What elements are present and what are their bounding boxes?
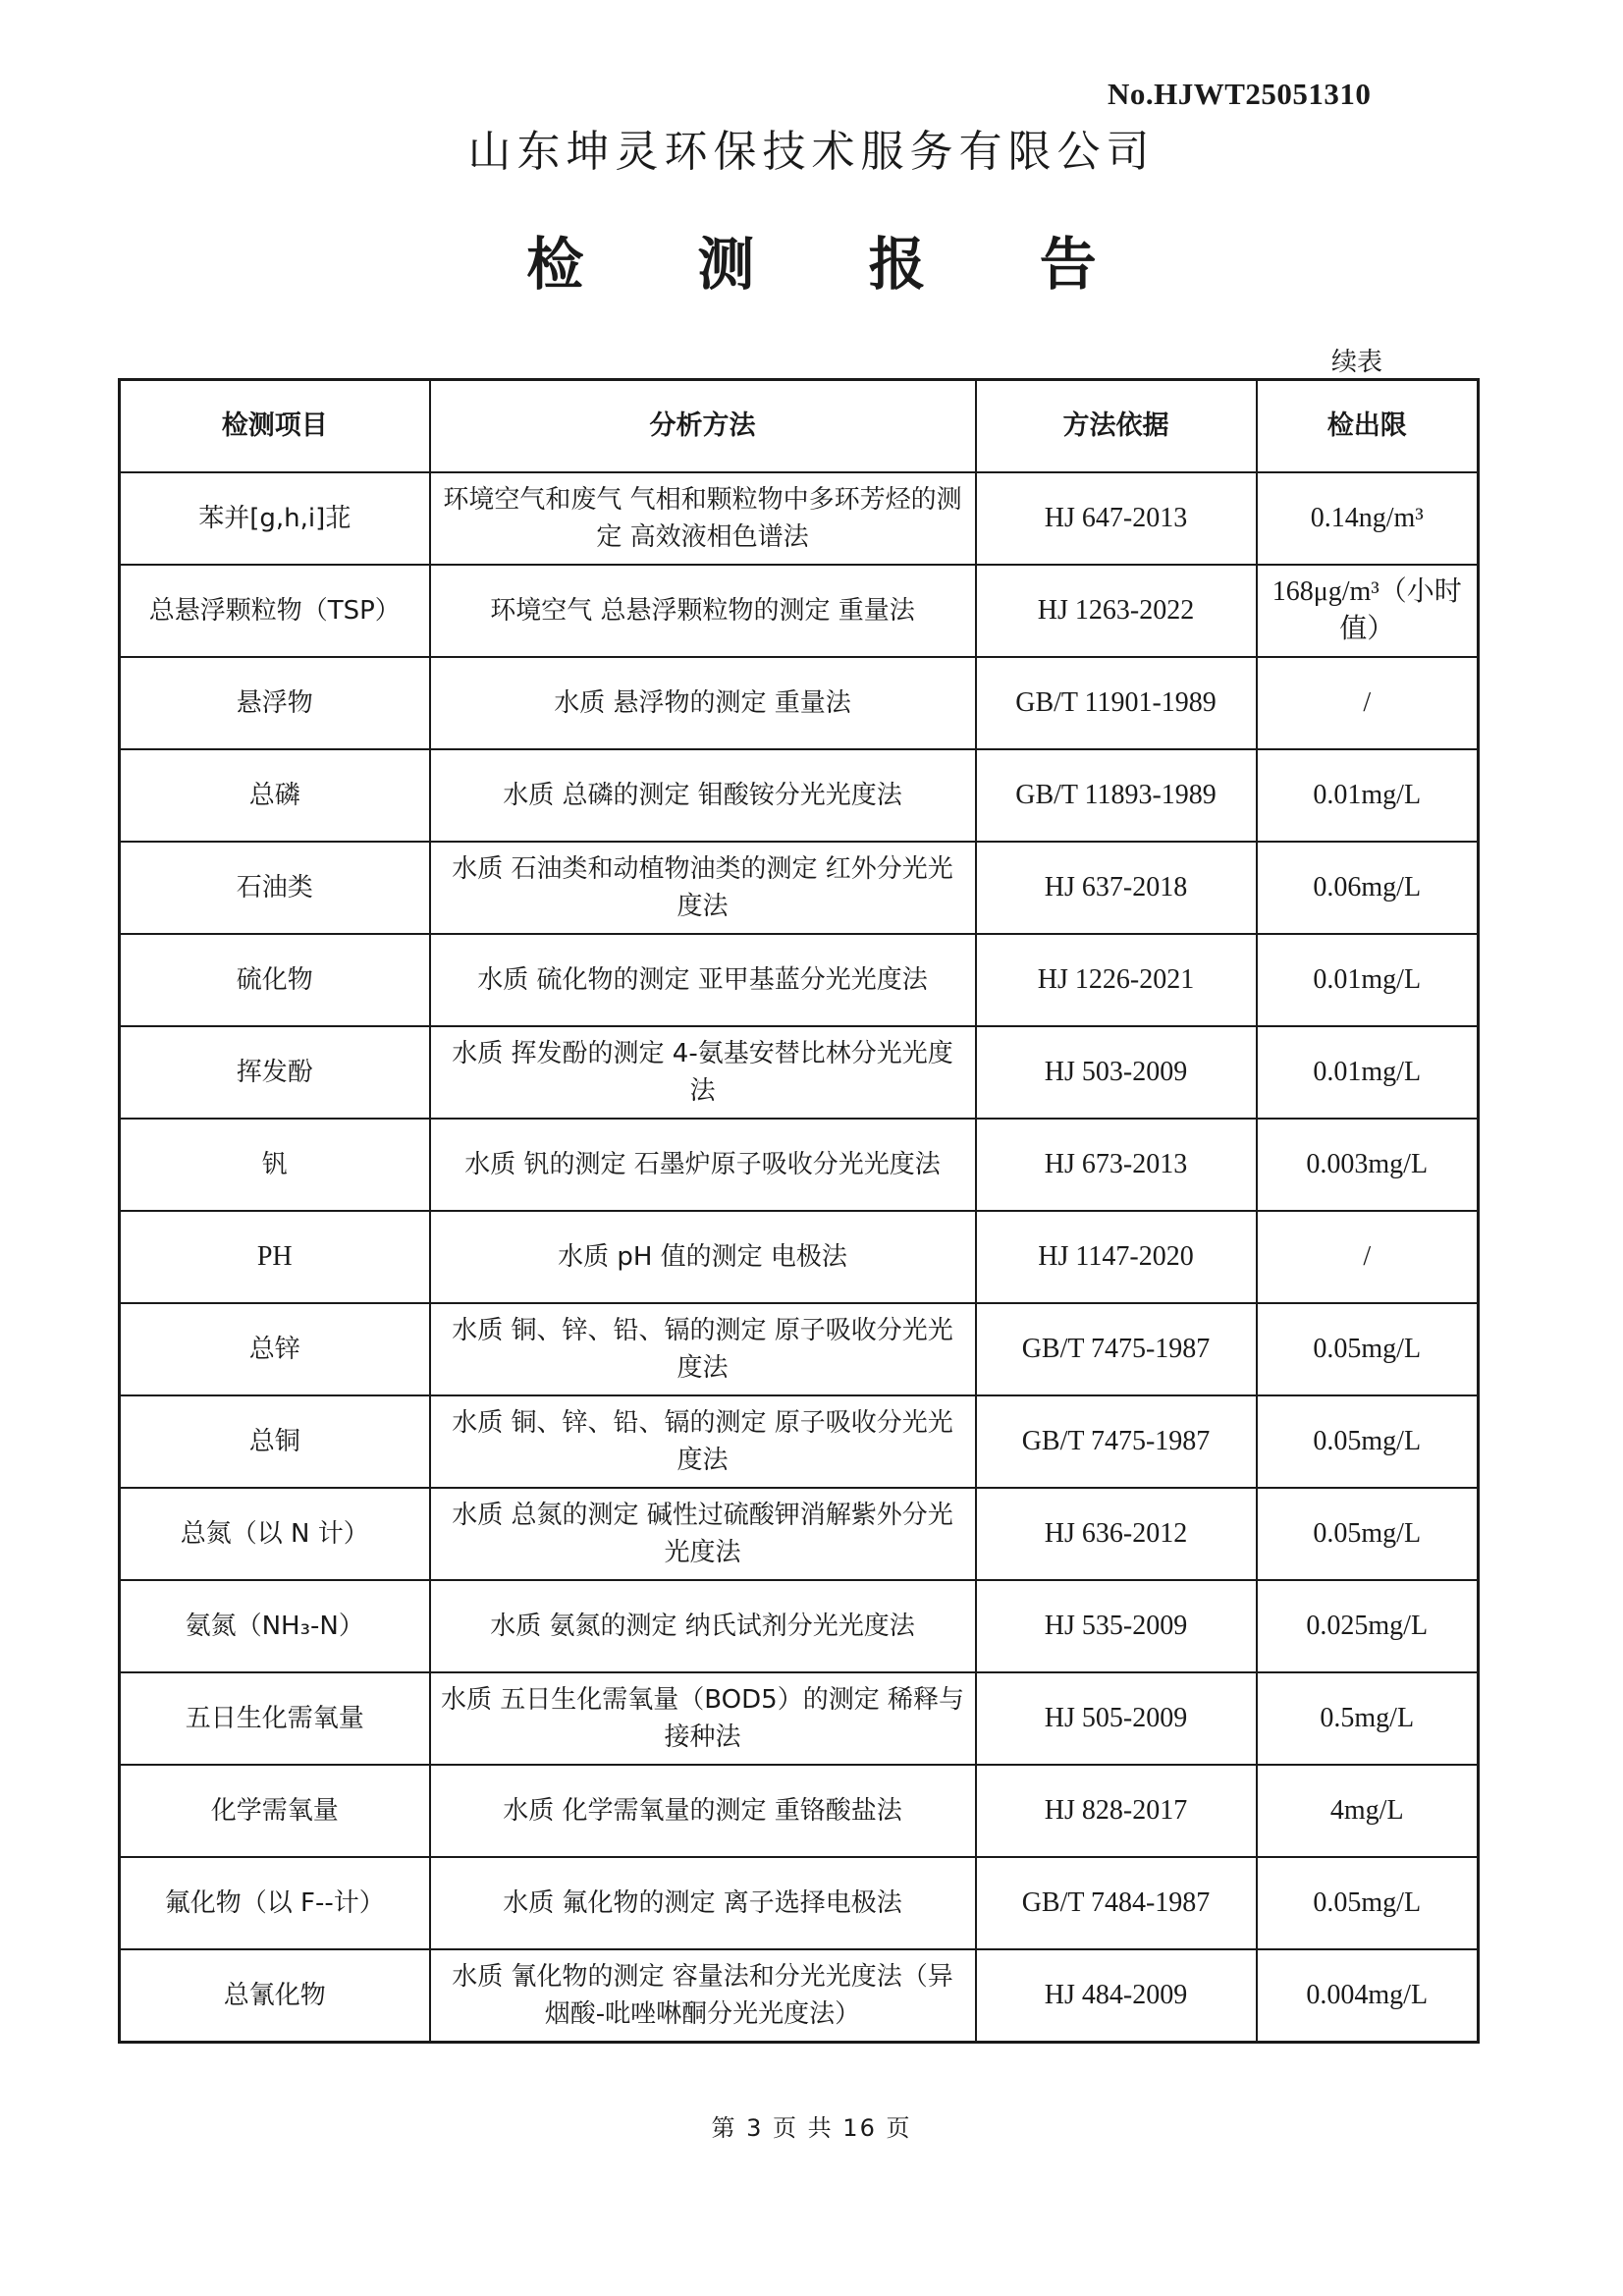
cell-method: 水质 氰化物的测定 容量法和分光光度法（异烟酸-吡唑啉酮分光光度法） [430, 1949, 976, 2043]
cell-limit: 0.025mg/L [1257, 1580, 1479, 1672]
cell-limit: 0.05mg/L [1257, 1857, 1479, 1949]
cell-item: 总铜 [120, 1395, 430, 1488]
cell-method: 水质 化学需氧量的测定 重铬酸盐法 [430, 1765, 976, 1857]
table-row [120, 1857, 1479, 1949]
cell-basis: HJ 503-2009 [976, 1026, 1257, 1119]
cell-basis: HJ 1226-2021 [976, 934, 1257, 1026]
cell-limit: 0.01mg/L [1257, 934, 1479, 1026]
table-header-row [120, 380, 1479, 473]
column-header-limit: 检出限 [1257, 380, 1479, 473]
detection-methods-table [118, 378, 1480, 2044]
cell-limit: 0.05mg/L [1257, 1395, 1479, 1488]
cell-basis: HJ 828-2017 [976, 1765, 1257, 1857]
cell-basis: HJ 1147-2020 [976, 1211, 1257, 1303]
cell-basis: HJ 637-2018 [976, 842, 1257, 934]
cell-limit: 0.06mg/L [1257, 842, 1479, 934]
table-row [120, 749, 1479, 842]
cell-basis: HJ 647-2013 [976, 472, 1257, 565]
company-name: 山东坤灵环保技术服务有限公司 [467, 127, 1156, 177]
cell-item: 氨氮（NH₃-N） [120, 1580, 430, 1672]
cell-method: 水质 硫化物的测定 亚甲基蓝分光光度法 [430, 934, 976, 1026]
cell-limit: 0.05mg/L [1257, 1303, 1479, 1395]
table-row [120, 657, 1479, 749]
cell-method: 水质 总磷的测定 钼酸铵分光光度法 [430, 749, 976, 842]
cell-item: 总锌 [120, 1303, 430, 1395]
cell-method: 水质 挥发酚的测定 4-氨基安替比林分光光度法 [430, 1026, 976, 1119]
table-row [120, 1026, 1479, 1119]
table-row [120, 1949, 1479, 2043]
table-row [120, 472, 1479, 565]
cell-method: 水质 石油类和动植物油类的测定 红外分光光度法 [430, 842, 976, 934]
cell-basis: HJ 1263-2022 [976, 565, 1257, 657]
cell-item: PH [120, 1211, 430, 1303]
cell-method: 水质 氨氮的测定 纳氏试剂分光光度法 [430, 1580, 976, 1672]
cell-item: 总悬浮颗粒物（TSP） [120, 565, 430, 657]
table-row [120, 1580, 1479, 1672]
cell-basis: GB/T 11901-1989 [976, 657, 1257, 749]
cell-item: 五日生化需氧量 [120, 1672, 430, 1765]
cell-item: 石油类 [120, 842, 430, 934]
cell-limit: / [1257, 1211, 1479, 1303]
table-row [120, 1303, 1479, 1395]
cell-item: 硫化物 [120, 934, 430, 1026]
table-row [120, 1672, 1479, 1765]
cell-item: 总氰化物 [120, 1949, 430, 2043]
cell-method: 环境空气 总悬浮颗粒物的测定 重量法 [430, 565, 976, 657]
continued-label: 续表 [1331, 348, 1383, 377]
table-row [120, 1488, 1479, 1580]
cell-method: 水质 悬浮物的测定 重量法 [430, 657, 976, 749]
table-row [120, 1211, 1479, 1303]
cell-basis: HJ 673-2013 [976, 1119, 1257, 1211]
cell-basis: GB/T 7475-1987 [976, 1303, 1257, 1395]
cell-limit: 0.003mg/L [1257, 1119, 1479, 1211]
page-number: 第 3 页 共 16 页 [711, 2114, 912, 2142]
column-header-basis: 方法依据 [976, 380, 1257, 473]
cell-item: 总氮（以 N 计） [120, 1488, 430, 1580]
table-row [120, 1765, 1479, 1857]
cell-method: 水质 pH 值的测定 电极法 [430, 1211, 976, 1303]
column-header-item: 检测项目 [120, 380, 430, 473]
cell-limit: 4mg/L [1257, 1765, 1479, 1857]
cell-item: 挥发酚 [120, 1026, 430, 1119]
document-title: 检 测 报 告 [526, 231, 1144, 298]
cell-limit: 0.01mg/L [1257, 1026, 1479, 1119]
table-row [120, 1395, 1479, 1488]
cell-method: 水质 五日生化需氧量（BOD5）的测定 稀释与接种法 [430, 1672, 976, 1765]
cell-method: 水质 氟化物的测定 离子选择电极法 [430, 1857, 976, 1949]
cell-basis: HJ 535-2009 [976, 1580, 1257, 1672]
table-row [120, 565, 1479, 657]
cell-basis: GB/T 7475-1987 [976, 1395, 1257, 1488]
cell-item: 钒 [120, 1119, 430, 1211]
report-number: No.HJWT25051310 [1108, 77, 1372, 111]
cell-basis: HJ 484-2009 [976, 1949, 1257, 2043]
cell-limit: 0.01mg/L [1257, 749, 1479, 842]
cell-method: 水质 总氮的测定 碱性过硫酸钾消解紫外分光光度法 [430, 1488, 976, 1580]
cell-method: 环境空气和废气 气相和颗粒物中多环芳烃的测定 高效液相色谱法 [430, 472, 976, 565]
table-row [120, 1119, 1479, 1211]
cell-item: 氟化物（以 F--计） [120, 1857, 430, 1949]
cell-limit: 0.004mg/L [1257, 1949, 1479, 2043]
cell-limit: 0.14ng/m³ [1257, 472, 1479, 565]
column-header-method: 分析方法 [430, 380, 976, 473]
table-row [120, 842, 1479, 934]
cell-method: 水质 铜、锌、铅、镉的测定 原子吸收分光光度法 [430, 1303, 976, 1395]
cell-limit: 168μg/m³（小时值） [1257, 565, 1479, 657]
table-row [120, 934, 1479, 1026]
cell-item: 苯并[g,h,i]苝 [120, 472, 430, 565]
cell-limit: 0.5mg/L [1257, 1672, 1479, 1765]
cell-basis: HJ 505-2009 [976, 1672, 1257, 1765]
cell-basis: HJ 636-2012 [976, 1488, 1257, 1580]
cell-item: 悬浮物 [120, 657, 430, 749]
cell-method: 水质 铜、锌、铅、镉的测定 原子吸收分光光度法 [430, 1395, 976, 1488]
cell-limit: 0.05mg/L [1257, 1488, 1479, 1580]
cell-item: 总磷 [120, 749, 430, 842]
cell-method: 水质 钒的测定 石墨炉原子吸收分光光度法 [430, 1119, 976, 1211]
cell-basis: GB/T 11893-1989 [976, 749, 1257, 842]
cell-basis: GB/T 7484-1987 [976, 1857, 1257, 1949]
cell-limit: / [1257, 657, 1479, 749]
cell-item: 化学需氧量 [120, 1765, 430, 1857]
